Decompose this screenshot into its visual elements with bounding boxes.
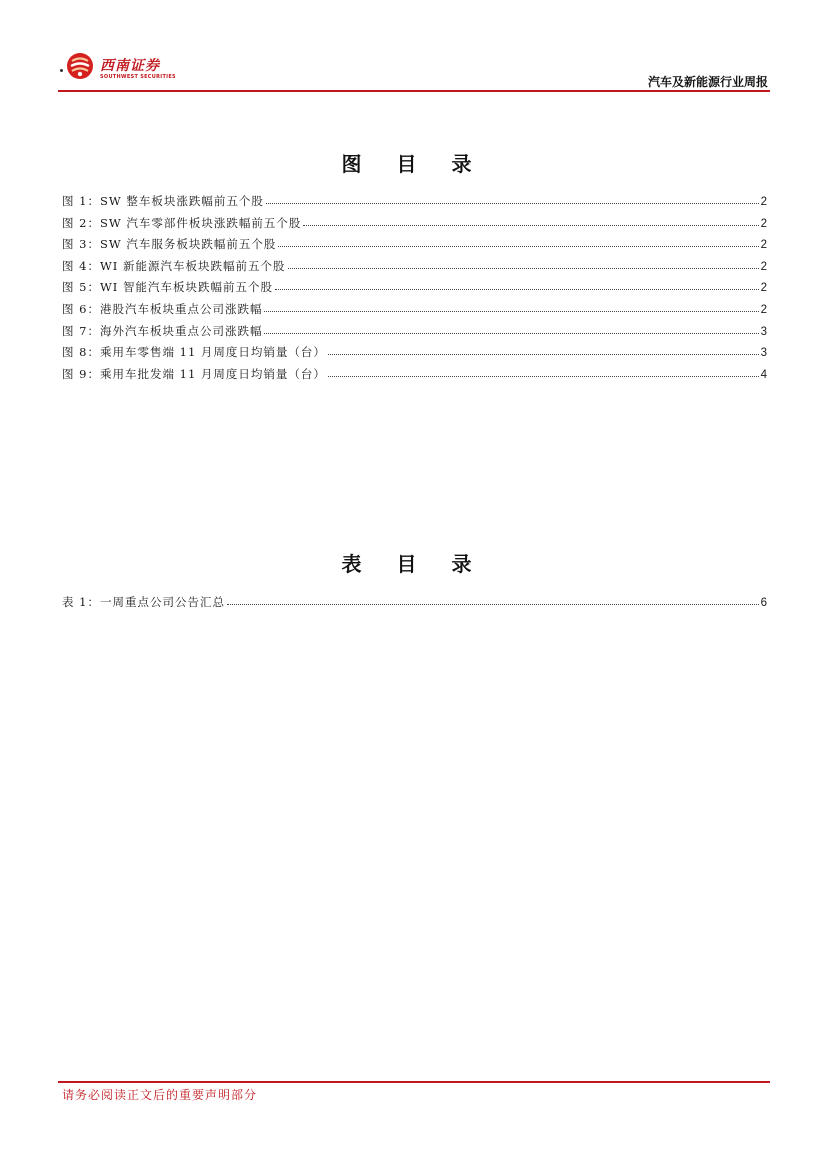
footer-disclaimer: 请务必阅读正文后的重要声明部分 (62, 1088, 258, 1102)
dot-leader (264, 301, 758, 313)
toc-entry-page: 4 (760, 368, 767, 381)
toc-entry[interactable] (62, 213, 767, 235)
toc-entry-page: 3 (760, 325, 767, 338)
toc-entry-label: 图 8：乘用车零售端 11 月周度日均销量（台） (62, 345, 326, 360)
toc-entry-label: 图 3：SW 汽车服务板块跌幅前五个股 (62, 237, 277, 252)
toc-entry[interactable] (62, 321, 767, 343)
toc-entry-page: 6 (760, 597, 767, 609)
toc-entry-label: 图 7：海外汽车板块重点公司涨跌幅 (62, 323, 263, 338)
figure-toc-list (62, 191, 767, 385)
dot-leader (328, 344, 759, 356)
toc-entry[interactable] (62, 277, 767, 299)
dot-leader (266, 193, 759, 205)
toc-entry-page: 2 (760, 282, 767, 295)
toc-entry-page: 3 (760, 347, 767, 360)
toc-entry-label: 图 9：乘用车批发端 11 月周度日均销量（台） (62, 366, 326, 381)
dot-leader (264, 323, 758, 335)
toc-entry-page: 2 (760, 196, 767, 208)
footer-divider (58, 1081, 770, 1083)
toc-entry[interactable] (62, 364, 767, 386)
toc-entry-label: 图 5：WI 智能汽车板块跌幅前五个股 (62, 280, 273, 295)
table-toc-list (62, 592, 767, 614)
toc-entry[interactable] (62, 191, 767, 213)
toc-entry-page: 2 (760, 217, 767, 230)
toc-entry-label: 图 2：SW 汽车零部件板块涨跌幅前五个股 (62, 215, 302, 230)
toc-entry-label: 图 6：港股汽车板块重点公司涨跌幅 (62, 301, 263, 316)
figure-toc-title: 图 目 录 (341, 152, 486, 176)
toc-entry[interactable] (62, 256, 767, 278)
logo-text-en: SOUTHWEST SECURITIES (100, 74, 176, 80)
dot-leader (227, 594, 759, 606)
report-title: 汽车及新能源行业周报 (647, 75, 768, 89)
toc-entry-page: 2 (760, 260, 767, 273)
toc-entry[interactable] (62, 342, 767, 364)
logo-dot (60, 69, 63, 72)
dot-leader (288, 258, 759, 270)
toc-entry-label: 图 4：WI 新能源汽车板块跌幅前五个股 (62, 258, 286, 273)
company-logo (62, 50, 182, 84)
logo-text-cn: 西南证券 (100, 58, 160, 74)
dot-leader (328, 366, 759, 378)
dot-leader (275, 279, 759, 291)
southwest-securities-logo-icon (66, 52, 94, 80)
page-header (58, 46, 770, 92)
header-divider (58, 90, 770, 92)
toc-entry-page: 2 (760, 239, 767, 252)
toc-entry-page: 2 (760, 303, 767, 316)
toc-entry-label: 图 1：SW 整车板块涨跌幅前五个股 (62, 194, 264, 208)
table-toc-title: 表 目 录 (341, 552, 486, 576)
toc-entry[interactable] (62, 592, 767, 614)
toc-entry[interactable] (62, 299, 767, 321)
dot-leader (278, 236, 758, 248)
toc-entry[interactable] (62, 234, 767, 256)
toc-entry-label: 表 1：一周重点公司公告汇总 (62, 595, 225, 609)
dot-leader (303, 215, 758, 227)
